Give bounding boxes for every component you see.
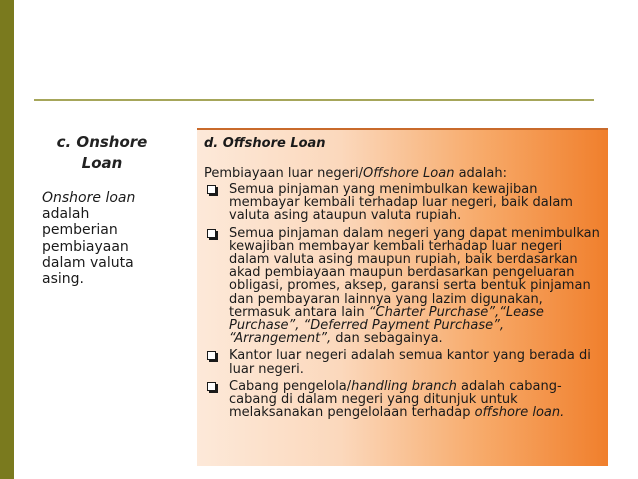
square-bullet-icon [207, 229, 216, 238]
onshore-text [42, 190, 162, 287]
offshore-box [197, 128, 608, 466]
offshore-intro [204, 166, 602, 181]
bullet-4-term-end: offshore loan. [474, 405, 565, 421]
list-item [204, 349, 602, 375]
bullet-4-text-a: Cabang pengelola/ [229, 378, 352, 394]
list-item [204, 380, 602, 420]
title-divider [34, 99, 594, 101]
list-item [204, 227, 602, 346]
onshore-term: Onshore loan [42, 190, 136, 206]
bullet-1-text: Semua pinjaman yang menimbulkan kewajiban membayar kembali terhadap luar negeri, baik dalam valuta asing ataupun valuta rupiah. [229, 182, 573, 224]
bullet-4-term: handling branch [351, 378, 457, 394]
sidebar-strip [0, 0, 14, 479]
onshore-definition: adalah pemberian pembiayaan dalam valuta asing. [42, 206, 134, 288]
intro-text-c: adalah: [454, 166, 507, 181]
onshore-column [42, 132, 162, 287]
bullet-2-text: Semua pinjaman dalam negeri yang dapat menimbulkan kewajiban membayar kembali terhadap luar negeri dalam valuta asing maupun rupiah, baik berdasarkan akad pembiayaan maupun berdasarkan pengeluaran obligasi, promes, aksep, garansi serta bentuk pinjaman dan pembayaran lainnya yang lazim digunakan, termasuk antara lain [229, 225, 600, 320]
onshore-title: c. Onshore Loan [56, 133, 148, 172]
intro-term: Offshore Loan [362, 166, 455, 181]
offshore-list [204, 183, 602, 419]
square-bullet-icon [207, 351, 216, 360]
bullet-2-terms: “Charter Purchase”,“Lease Purchase”, “Deferred Payment Purchase”, “Arrangement”, [229, 304, 544, 347]
square-bullet-icon [207, 185, 216, 194]
bullet-3-text: Kantor luar negeri adalah semua kantor yang berada di luar negeri. [229, 348, 591, 377]
bullet-4-text-c: adalah cabang-cabang di dalam negeri yang ditunjuk untuk melaksanakan pengelolaan terhadap [229, 378, 562, 421]
intro-text-a: Pembiayaan luar negeri/ [204, 166, 363, 181]
offshore-title: d. Offshore Loan [204, 136, 326, 151]
square-bullet-icon [207, 382, 216, 391]
bullet-2-end: dan sebagainya. [331, 331, 443, 347]
list-item [204, 183, 602, 223]
